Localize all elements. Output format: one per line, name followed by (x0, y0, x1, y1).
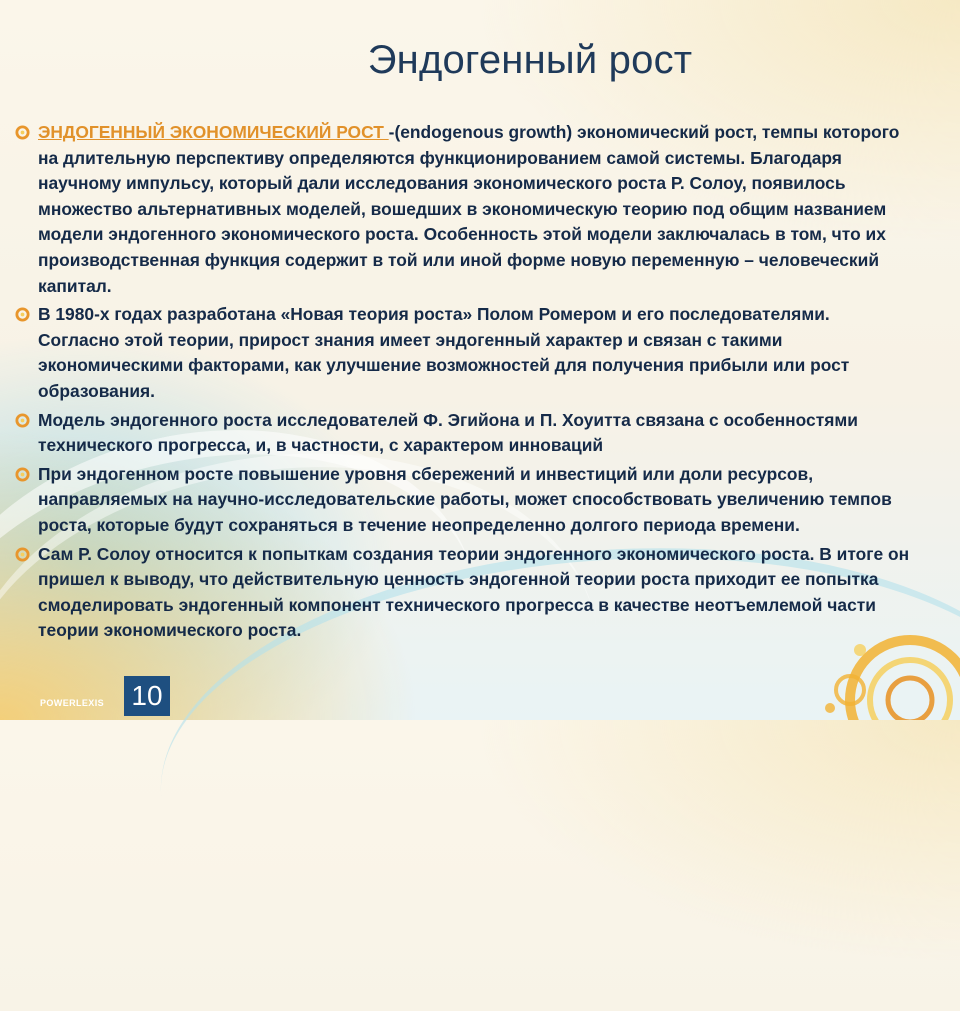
orange-ring-bullet-icon (15, 413, 30, 428)
orange-ring-bullet-icon (15, 467, 30, 482)
slide-title: Эндогенный рост (367, 38, 693, 82)
page-number: 10 (124, 676, 170, 716)
bullet-text: В 1980-х годах разработана «Новая теория роста» Полом Ромером и его последователями. Согласно этой теории, прирост знания имеет эндогенный характер и связан с такими экономическими факторами, как улучшение возможностей для получения прибыли или рост образования. (38, 304, 850, 401)
bullet-item (14, 120, 914, 299)
bullet-list (14, 120, 914, 647)
orange-ring-bullet-icon (15, 307, 30, 322)
bullet-text: -(endogenous growth) экономический рост, темпы которого на длительную перспективу определяются функционированием самой системы. Благодаря научному импульсу, который дали исследования экономического роста Р. Солоу, появилось множество альтернативных моделей, вошедших в экономическую теорию под общим названием модели эндогенного экономического роста. Особенность этой модели заключалась в том, что их производственная функция содержит в той или иной форме новую переменную – человеческий капитал. (38, 122, 900, 296)
bullet-item (14, 542, 914, 644)
highlighted-term: ЭНДОГЕННЫЙ ЭКОНОМИЧЕСКИЙ РОСТ (38, 122, 389, 142)
bullet-item (14, 302, 914, 404)
bullet-text: При эндогенном росте повышение уровня сбережений и инвестиций или доли ресурсов, направляемых на научно-исследовательские работы, может способствовать увеличению темпов роста, которые будут сохраняться в течение неопределенно долгого периода времени. (38, 463, 892, 535)
bullet-item (14, 462, 914, 539)
bullet-text: Сам Р. Солоу относится к попыткам создания теории эндогенного экономического роста. В итоге он пришел к выводу, что действительную ценность эндогенной теории роста приходит ее попытка смоделировать эндогенный компонент технического прогресса в качестве неотъемлемой части теории экономического роста. (38, 543, 910, 641)
bullet-text: Модель эндогенного роста исследователей Ф. Эгийона и П. Хоуитта связана с особенностями технического прогресса, и, в частности, с характером инноваций (38, 409, 858, 456)
orange-ring-bullet-icon (15, 125, 30, 140)
orange-ring-bullet-icon (15, 547, 30, 562)
bullet-item (14, 408, 914, 459)
brand-logo-text: POWERLEXIS (40, 698, 105, 708)
